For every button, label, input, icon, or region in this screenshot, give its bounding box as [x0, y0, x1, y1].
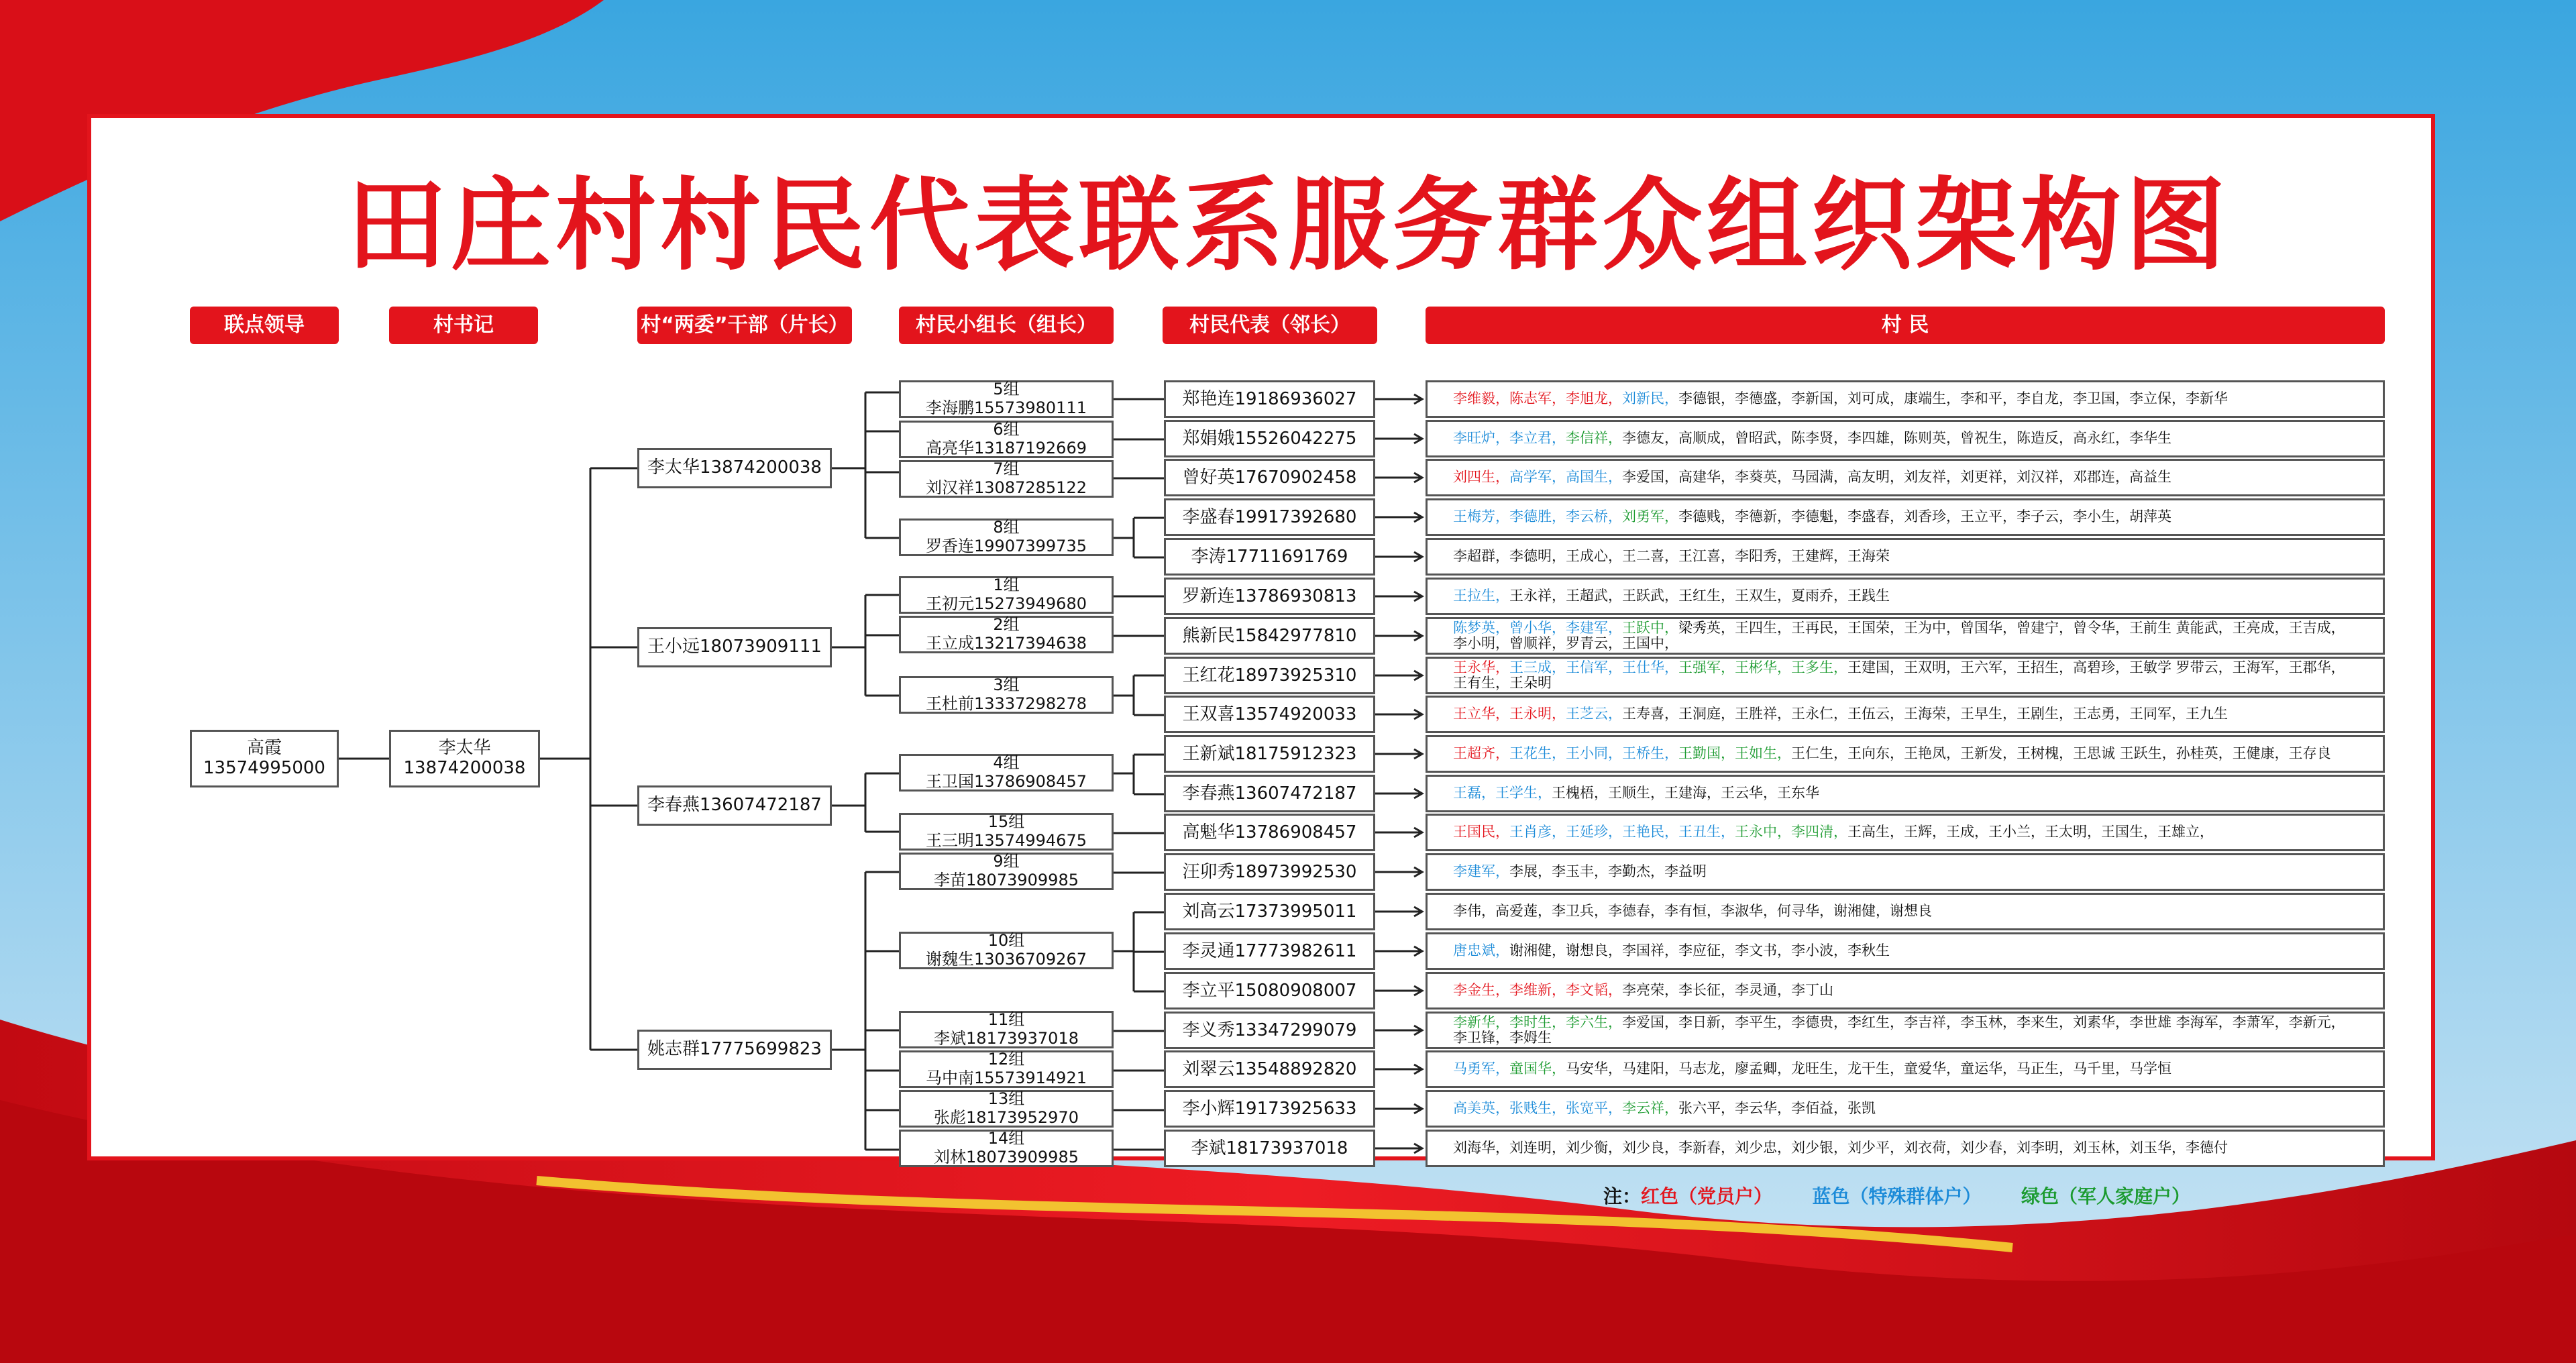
residents-row: [1426, 735, 2385, 773]
residents-red: 王超齐，: [1453, 745, 1509, 762]
residents-row: [1426, 893, 2385, 930]
residents-blue: 王梅芳，李德胜，李云桥，: [1453, 508, 1622, 525]
residents-black: 李德银，李德盛，李新国，刘可成，康端生，李和平，李自龙，李卫国，李立保，李新华: [1678, 390, 2228, 407]
residents-row: [1426, 498, 2385, 536]
header-secretary: 村书记: [389, 307, 538, 344]
residents-green: 王勤国，王如生，: [1678, 745, 1791, 762]
group-leader-box: [899, 1050, 1114, 1088]
legend-blue: 蓝色（特殊群体户）: [1812, 1185, 1982, 1207]
group-leader-phone: 王立成13217394638: [926, 634, 1087, 653]
residents-blue: 王三成，王信军，王仕华，: [1509, 659, 1678, 675]
residents-green: 王强军，王彬华，王多生，: [1678, 659, 1847, 675]
rep-box: 高魁华13786908457: [1164, 814, 1375, 851]
residents-blue: 王芝云，: [1566, 706, 1622, 722]
group-leader-box: [899, 853, 1114, 890]
residents-row: [1426, 380, 2385, 418]
residents-black: 张六平，李云华，李佰益，张凯: [1678, 1100, 1876, 1117]
residents-blue: 李旺炉，李立君，: [1453, 430, 1566, 447]
secretary-box: [389, 730, 540, 787]
residents-red: 王立华，王永明，: [1453, 706, 1566, 722]
rep-box: 曾好英17670902458: [1164, 459, 1375, 496]
group-leader-phone: 张彪18173952970: [934, 1108, 1079, 1127]
group-number: 1组: [993, 576, 1020, 595]
leader-box: [190, 730, 339, 787]
rep-box: 郑娟娥15526042275: [1164, 420, 1375, 457]
group-leader-box: [899, 932, 1114, 969]
residents-black: 李超群，李德明，王成心，王二喜，王江喜，李阳秀，王建辉，王海荣: [1453, 548, 1890, 565]
rep-box: 刘高云17373995011: [1164, 893, 1375, 930]
cadre-box: 李太华13874200038: [637, 448, 832, 488]
residents-black: 李德贱，李德新，李德魁，李盛春，刘香珍，王立平，李子云，李小生，胡萍英: [1678, 508, 2171, 525]
group-number: 12组: [987, 1050, 1025, 1069]
cadre-box: 李春燕13607472187: [637, 785, 832, 826]
group-leader-box: [899, 460, 1114, 498]
group-leader-box: [899, 1090, 1114, 1128]
leader-name: 高霞: [246, 738, 282, 759]
rep-box: 刘翠云13548892820: [1164, 1050, 1375, 1088]
group-leader-phone: 王卫国13786908457: [926, 772, 1087, 791]
group-number: 15组: [987, 812, 1025, 832]
group-leader-box: [899, 813, 1114, 851]
group-number: 4组: [993, 753, 1020, 773]
header-rep: 村民代表（邻长）: [1163, 307, 1377, 344]
group-leader-phone: 李苗18073909985: [934, 871, 1079, 889]
residents-black: 王建国，王双明，王六军，王招生，高碧珍，王敏学 罗带云，王海军，王郡华，王有生，王朵明: [1453, 659, 2345, 691]
leader-phone: 13574995000: [203, 758, 325, 778]
group-number: 13组: [987, 1089, 1025, 1109]
residents-red: 李金生，李维新，李文韬，: [1453, 982, 1622, 999]
residents-row: [1426, 814, 2385, 851]
rep-box: 李小辉19173925633: [1164, 1090, 1375, 1128]
group-leader-phone: 王三明13574994675: [926, 831, 1087, 850]
group-leader-phone: 刘汉祥13087285122: [926, 478, 1087, 497]
residents-row: [1426, 1050, 2385, 1088]
rep-box: 李立平15080908007: [1164, 972, 1375, 1010]
residents-green: 童国华，: [1509, 1060, 1566, 1077]
legend-red: 红色（党员户）: [1641, 1185, 1773, 1207]
residents-row: [1426, 1130, 2385, 1167]
group-leader-box: [899, 676, 1114, 714]
group-number: 2组: [993, 615, 1020, 635]
page-title: 田庄村村民代表联系服务群众组织架构图: [345, 168, 2230, 284]
residents-blue: 王花生，王小同，王桥生，: [1509, 745, 1678, 762]
group-number: 5组: [993, 380, 1020, 399]
residents-green: 李云祥，: [1622, 1100, 1678, 1117]
group-leader-phone: 马中南15573914921: [926, 1069, 1087, 1087]
group-leader-box: [899, 616, 1114, 653]
residents-black: 梁秀英，王四生，王再民，王国荣，王为中，曾国华，曾建宁，曾令华，王前生 黄能武，王亮成，王吉成，李小明，曾顺祥，罗青云，王国中，: [1453, 619, 2345, 651]
group-leader-box: [899, 754, 1114, 792]
rep-box: 王双喜13574920033: [1164, 696, 1375, 733]
group-number: 7组: [993, 459, 1020, 479]
cadre-box: 姚志群17775699823: [637, 1030, 832, 1070]
group-number: 8组: [993, 518, 1020, 537]
residents-black: 马安华，马建阳，马志龙，廖孟卿，龙旺生，龙干生，童爱华，童运华，马正生，马千里，马学恒: [1566, 1060, 2171, 1077]
residents-row: [1426, 1090, 2385, 1128]
residents-blue: 马勇军，: [1453, 1060, 1509, 1077]
residents-blue: 刘新民，: [1622, 390, 1678, 407]
residents-black: 王永祥，王超武，王跃武，王红生，王双生，夏雨乔，王践生: [1509, 588, 1890, 604]
rep-box: 罗新连13786930813: [1164, 578, 1375, 615]
residents-black: 刘海华，刘连明，刘少衡，刘少良，李新春，刘少忠，刘少银，刘少平，刘衣荷，刘少春，刘李明，刘玉林，刘玉华，李德付: [1453, 1140, 2228, 1156]
header-group-leader: 村民小组长（组长）: [899, 307, 1114, 344]
group-leader-box: [899, 1011, 1114, 1048]
group-number: 11组: [987, 1010, 1025, 1030]
legend-prefix: 注：: [1603, 1185, 1642, 1207]
residents-green: 李信祥，: [1566, 430, 1622, 447]
group-leader-phone: 刘林18073909985: [934, 1148, 1079, 1166]
residents-row: [1426, 1012, 2385, 1049]
residents-red: 王国民，: [1453, 824, 1509, 840]
residents-row: [1426, 420, 2385, 457]
group-leader-phone: 谢魏生13036709267: [926, 950, 1087, 969]
residents-black: 李爱国，高建华，李葵英，马园满，高友明，刘友祥，刘更祥，刘汉祥，邓郡连，高益生: [1622, 469, 2171, 486]
residents-row: [1426, 696, 2385, 733]
residents-row: [1426, 538, 2385, 576]
rep-box: 王新斌18175912323: [1164, 735, 1375, 773]
residents-blue: 李建军，: [1453, 863, 1509, 880]
residents-red: 李维毅，陈志军，李旭龙，: [1453, 390, 1622, 407]
group-leader-box: [899, 1130, 1114, 1167]
residents-blue: 唐忠斌，: [1453, 942, 1509, 959]
residents-green: 王跃中，: [1622, 619, 1678, 636]
residents-black: 王高生，王辉，王成，王小兰，王太明，王国生，王雄立，: [1847, 824, 2214, 840]
residents-green: 刘勇军，: [1622, 508, 1678, 525]
rep-box: 李盛春19917392680: [1164, 498, 1375, 536]
residents-red: 刘四生，: [1453, 469, 1509, 486]
residents-green: 李新华，李时生，李六生，: [1453, 1014, 1622, 1030]
residents-row: [1426, 459, 2385, 496]
header-cadre: 村“两委”干部（片长）: [637, 307, 852, 344]
residents-blue: 王磊，王学生，: [1453, 785, 1552, 802]
group-leader-box: [899, 519, 1114, 556]
secretary-name: 李太华: [438, 738, 491, 759]
residents-black: 李亮荣，李长征，李灵通，李丁山: [1622, 982, 1833, 999]
group-number: 3组: [993, 675, 1020, 695]
residents-row: [1426, 853, 2385, 891]
header-leader: 联点领导: [190, 307, 339, 344]
group-leader-box: [899, 421, 1114, 458]
legend-green: 绿色（军人家庭户）: [2021, 1185, 2191, 1207]
residents-blue: 王拉生，: [1453, 588, 1509, 604]
residents-row: [1426, 617, 2385, 655]
residents-black: 王仁生，王向东，王艳凤，王新发，王树槐，王思诚 王跃生，孙桂英，王健康，王存良: [1791, 745, 2331, 762]
residents-blue: 高美英，张贱生，张宽平，: [1453, 1100, 1622, 1117]
header-villagers: 村 民: [1426, 307, 2385, 344]
rep-box: 李灵通17773982611: [1164, 932, 1375, 970]
group-leader-phone: 罗香连19907399735: [926, 537, 1087, 555]
residents-black: 李德友，高顺成，曾昭武，陈李贤，李四雄，陈则英，曾祝生，陈造反，高永红，李华生: [1622, 430, 2171, 447]
residents-black: 谢湘健，谢想良，李国祥，李应征，李文书，李小波，李秋生: [1509, 942, 1890, 959]
residents-row: [1426, 932, 2385, 970]
group-number: 9组: [993, 852, 1020, 871]
residents-black: 李爱国，李日新，李平生，李德贵，李红生，李吉祥，李玉林，李来生，刘素华，李世雄 李海军，李萧军，李新元，李卫锋，李姆生: [1453, 1014, 2345, 1046]
rep-box: 李义秀13347299079: [1164, 1012, 1375, 1049]
residents-row: [1426, 775, 2385, 812]
rep-box: 李斌18173937018: [1164, 1130, 1375, 1167]
cadre-box: 王小远18073909111: [637, 627, 832, 667]
residents-black: 王寿喜，王洞庭，王胜祥，王永仁，王伍云，王海荣，王早生，王剧生，王志勇，王同军，王九生: [1622, 706, 2228, 722]
rep-box: 李春燕13607472187: [1164, 775, 1375, 812]
group-leader-box: [899, 380, 1114, 418]
residents-red: 王永华，: [1453, 659, 1509, 675]
group-number: 10组: [987, 931, 1025, 950]
group-leader-phone: 高亮华13187192669: [926, 439, 1087, 457]
group-number: 14组: [987, 1129, 1025, 1148]
residents-blue: 陈梦英，曾小华，李建军，: [1453, 619, 1622, 636]
residents-black: 李伟，高爱莲，李卫兵，李德春，李有恒，李淑华，何寻华，谢湘健，谢想良: [1453, 903, 1932, 920]
group-number: 6组: [993, 420, 1020, 439]
residents-blue: 王肖彦，王延珍，王艳民，王丑生，: [1509, 824, 1735, 840]
legend-note: [1603, 1182, 2190, 1209]
rep-box: 汪卯秀18973992530: [1164, 853, 1375, 891]
group-leader-phone: 王杜前13337298278: [926, 694, 1087, 713]
residents-row: [1426, 578, 2385, 615]
secretary-phone: 13874200038: [403, 758, 526, 778]
residents-black: 李展，李玉丰，李勤杰，李益明: [1509, 863, 1707, 880]
residents-blue: 高学军，高国生，: [1509, 469, 1622, 486]
residents-row: [1426, 972, 2385, 1010]
group-leader-phone: 李海鹏15573980111: [926, 398, 1087, 417]
rep-box: 郑艳连19186936027: [1164, 380, 1375, 418]
group-leader-phone: 王初元15273949680: [926, 594, 1087, 613]
residents-green: 王永中，李四清，: [1735, 824, 1847, 840]
group-leader-box: [899, 576, 1114, 614]
rep-box: 熊新民15842977810: [1164, 617, 1375, 655]
rep-box: 李涛17711691769: [1164, 538, 1375, 576]
rep-box: 王红花18973925310: [1164, 657, 1375, 694]
group-leader-phone: 李斌18173937018: [934, 1029, 1079, 1048]
residents-black: 王槐梧，王顺生，王建海，王云华，王东华: [1552, 785, 1819, 802]
residents-row: [1426, 657, 2385, 694]
